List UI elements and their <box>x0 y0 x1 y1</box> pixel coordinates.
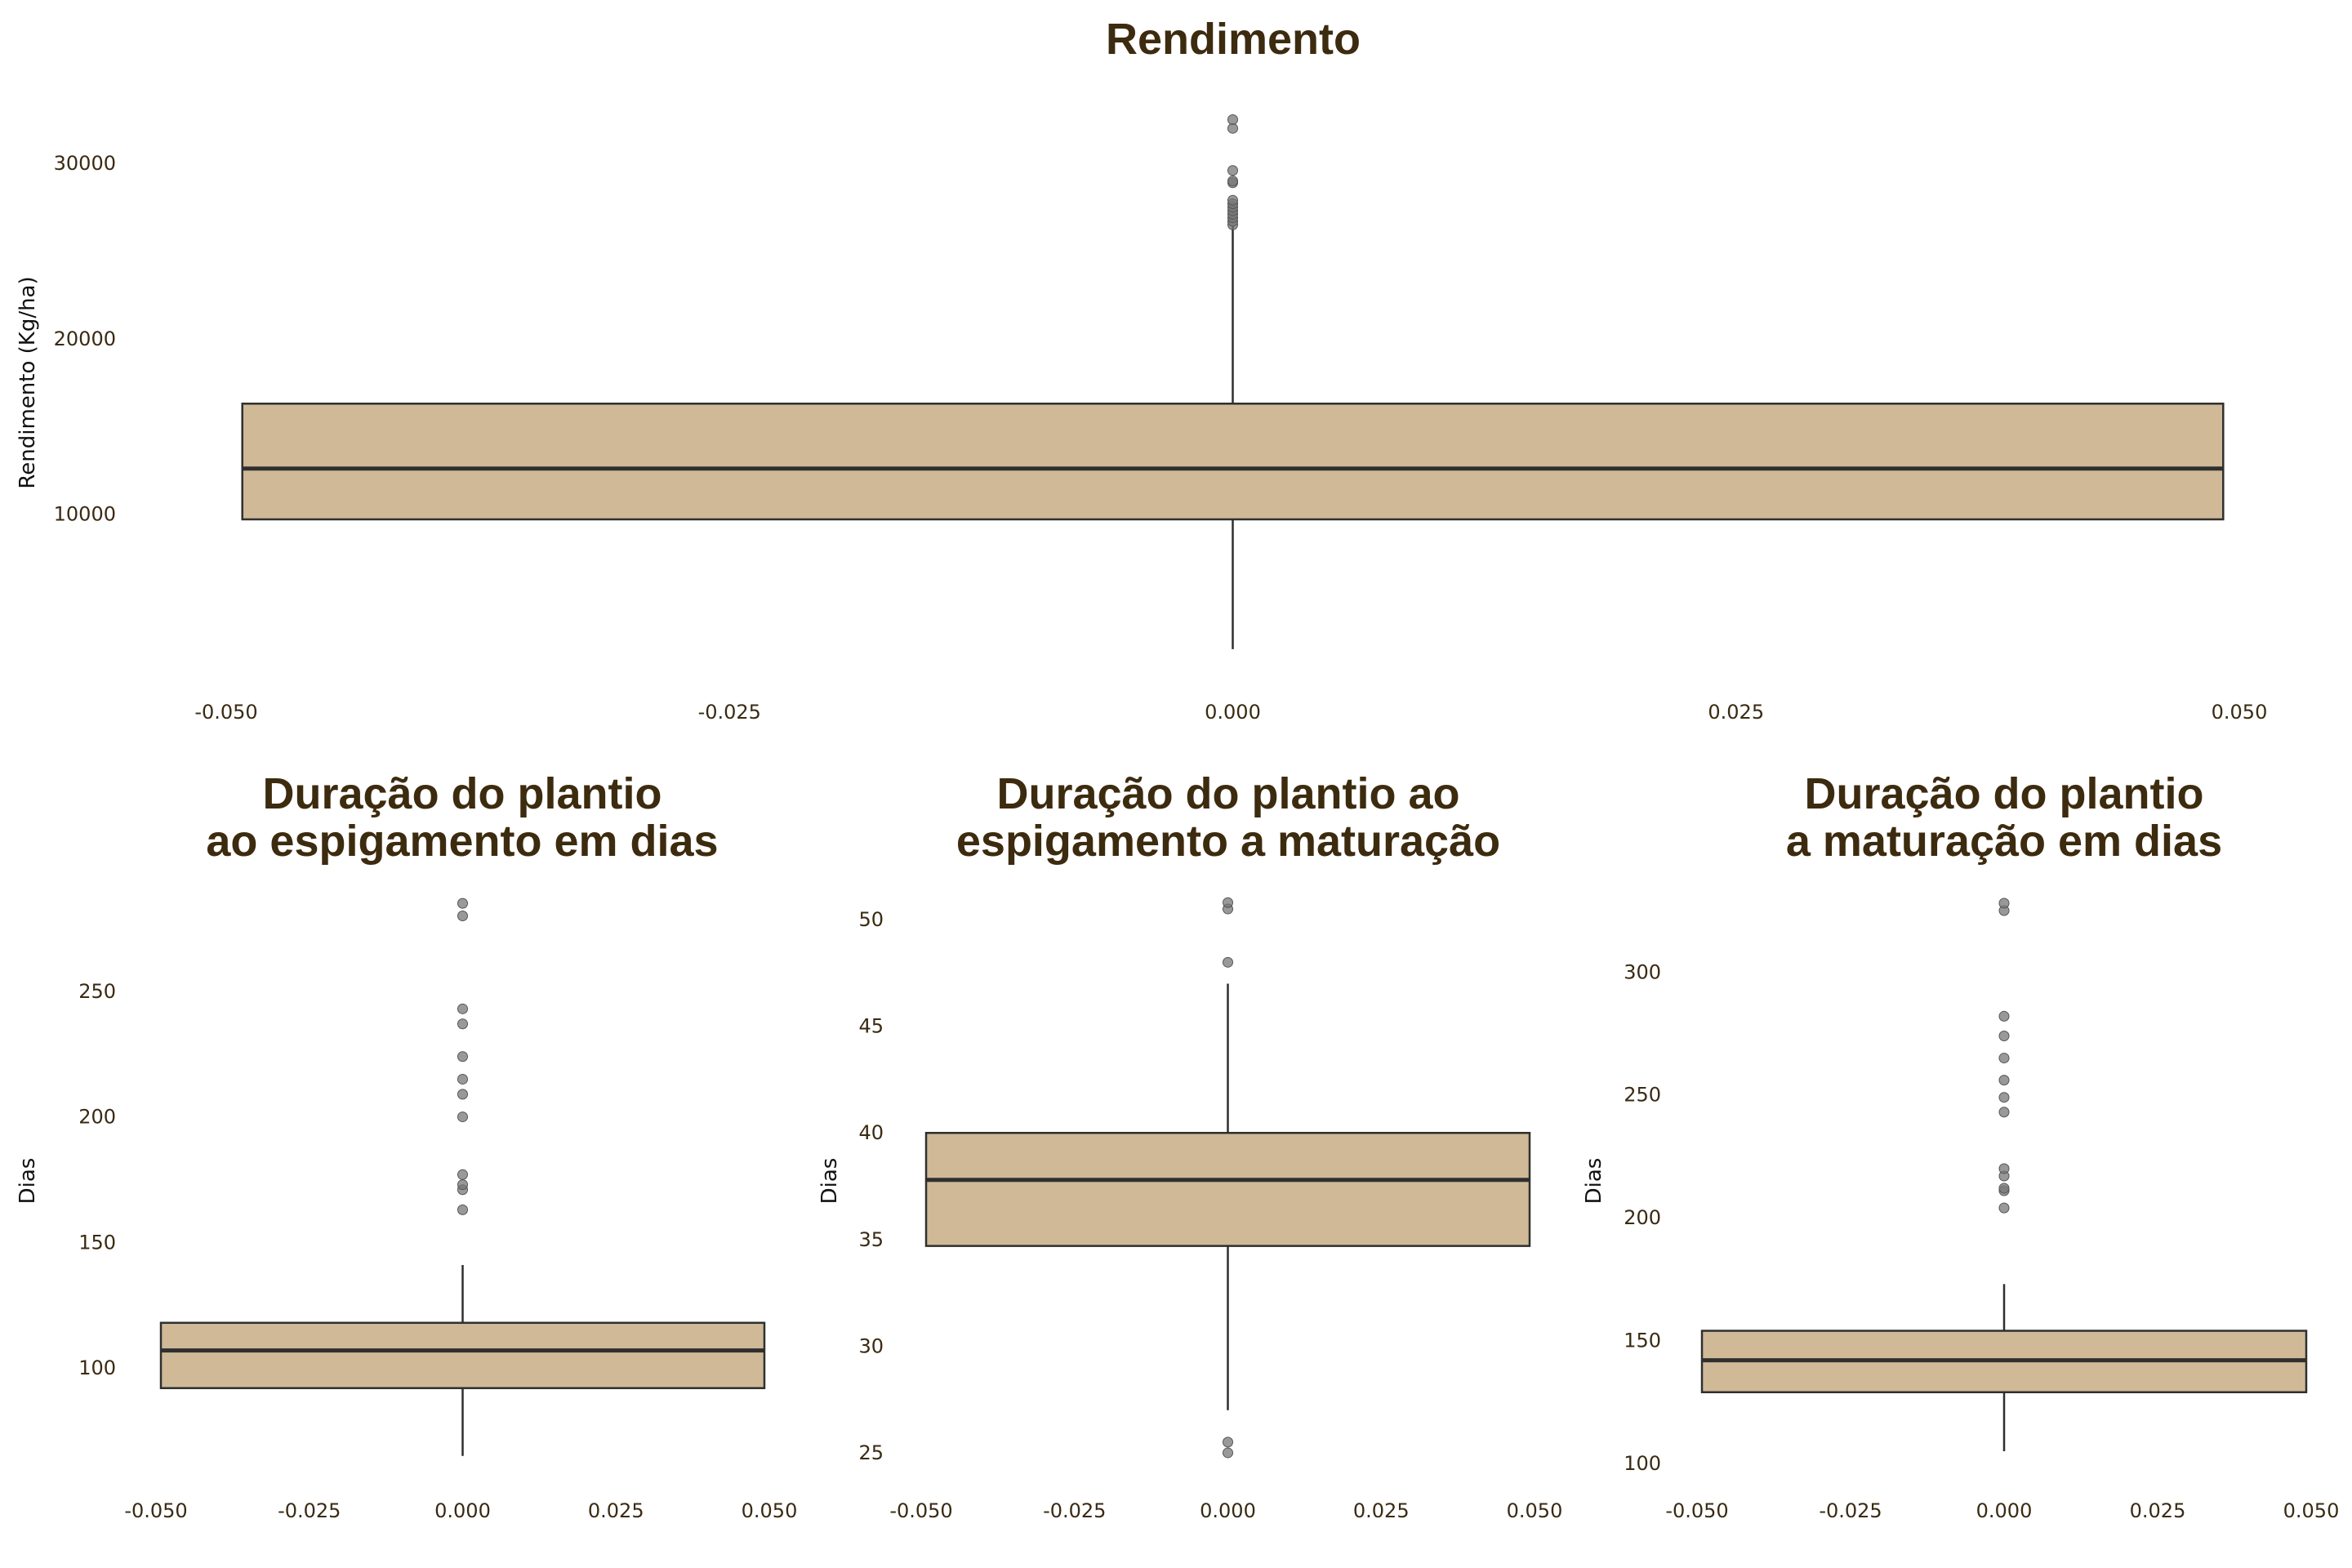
x-tick-label: 0.000 <box>434 1499 491 1522</box>
subplot-3 <box>817 769 1562 1522</box>
y-axis-label: Dias <box>1582 1157 1606 1205</box>
x-tick-label: 0.050 <box>741 1499 798 1522</box>
outlier-point <box>458 1074 468 1084</box>
y-tick-label: 150 <box>1624 1329 1661 1352</box>
y-tick-label: 50 <box>858 908 884 932</box>
outlier-point <box>1223 1437 1233 1447</box>
subplot-title: a maturação em dias <box>1785 817 2223 866</box>
x-tick-label: -0.025 <box>1043 1499 1107 1522</box>
outlier-point <box>458 1019 468 1029</box>
outlier-point <box>458 898 468 908</box>
outlier-point <box>1223 1448 1233 1458</box>
y-tick-label: 30 <box>858 1334 884 1358</box>
y-tick-label: 300 <box>1624 960 1661 984</box>
outlier-point <box>1228 166 1238 176</box>
x-tick-label: 0.050 <box>2211 701 2268 724</box>
outlier-point <box>1228 176 1238 186</box>
outlier-point <box>1228 114 1238 124</box>
x-tick-label: -0.050 <box>194 701 258 724</box>
outlier-point <box>458 1052 468 1062</box>
x-tick-label: -0.050 <box>1665 1499 1729 1522</box>
subplot-title: ao espigamento em dias <box>206 817 719 866</box>
x-tick-label: 0.025 <box>587 1499 644 1522</box>
outlier-point <box>1999 898 2009 908</box>
y-tick-label: 100 <box>1624 1452 1661 1475</box>
outlier-point <box>1999 1076 2009 1085</box>
x-tick-label: 0.000 <box>1200 1499 1256 1522</box>
y-tick-label: 100 <box>78 1356 116 1380</box>
y-axis-label: Rendimento (Kg/ha) <box>16 276 40 489</box>
y-tick-label: 200 <box>1624 1206 1661 1230</box>
outlier-point <box>1999 1203 2009 1213</box>
y-tick-label: 25 <box>858 1441 884 1464</box>
subplot-title: Rendimento <box>1105 15 1361 64</box>
outlier-point <box>458 1089 468 1099</box>
x-tick-label: -0.025 <box>1819 1499 1882 1522</box>
x-tick-label: 0.025 <box>1352 1499 1410 1522</box>
outlier-point <box>1999 1031 2009 1040</box>
y-tick-label: 250 <box>78 979 116 1003</box>
x-tick-label: -0.050 <box>124 1499 188 1522</box>
y-tick-label: 250 <box>1624 1083 1661 1107</box>
outlier-point <box>1228 123 1238 133</box>
x-tick-label: -0.050 <box>889 1499 953 1522</box>
iqr-box <box>243 403 2224 519</box>
outlier-point <box>1999 1011 2009 1021</box>
outlier-point <box>1228 195 1238 205</box>
y-tick-label: 200 <box>78 1105 116 1129</box>
y-tick-label: 150 <box>78 1231 116 1254</box>
x-tick-label: 0.050 <box>2283 1499 2340 1522</box>
outlier-point <box>458 1169 468 1179</box>
subplot-2 <box>16 769 797 1522</box>
subplot-title: Duração do plantio <box>262 769 662 818</box>
outlier-point <box>1223 898 1233 907</box>
x-tick-label: -0.025 <box>278 1499 341 1522</box>
outlier-point <box>1999 1164 2009 1174</box>
outlier-point <box>1999 1054 2009 1063</box>
subplot-title: Duração do plantio ao <box>996 769 1460 818</box>
outlier-point <box>458 1205 468 1214</box>
iqr-box <box>161 1323 764 1388</box>
x-tick-label: -0.025 <box>697 701 761 724</box>
y-tick-label: 40 <box>858 1121 884 1145</box>
y-axis-label: Dias <box>16 1157 40 1205</box>
y-tick-label: 20000 <box>53 327 116 350</box>
x-tick-label: 0.025 <box>1708 701 1765 724</box>
subplot-4 <box>1582 769 2339 1522</box>
outlier-point <box>458 1180 468 1190</box>
subplot-title: espigamento a maturação <box>956 817 1501 866</box>
x-tick-label: 0.000 <box>1976 1499 2033 1522</box>
y-axis-label: Dias <box>817 1157 842 1205</box>
y-tick-label: 10000 <box>53 502 116 526</box>
subplot-title: Duração do plantio <box>1804 769 2204 818</box>
outlier-point <box>1223 957 1233 967</box>
outlier-point <box>458 911 468 921</box>
outlier-point <box>1999 1093 2009 1102</box>
y-tick-label: 35 <box>858 1227 884 1251</box>
x-tick-label: 0.000 <box>1205 701 1261 724</box>
y-tick-label: 45 <box>858 1014 884 1038</box>
x-tick-label: 0.050 <box>1506 1499 1563 1522</box>
outlier-point <box>458 1004 468 1013</box>
y-tick-label: 30000 <box>53 152 116 176</box>
x-tick-label: 0.025 <box>2129 1499 2186 1522</box>
iqr-box <box>926 1133 1530 1245</box>
outlier-point <box>1999 1107 2009 1117</box>
subplot-1 <box>16 15 2267 724</box>
outlier-point <box>458 1112 468 1122</box>
outlier-point <box>1999 1183 2009 1193</box>
